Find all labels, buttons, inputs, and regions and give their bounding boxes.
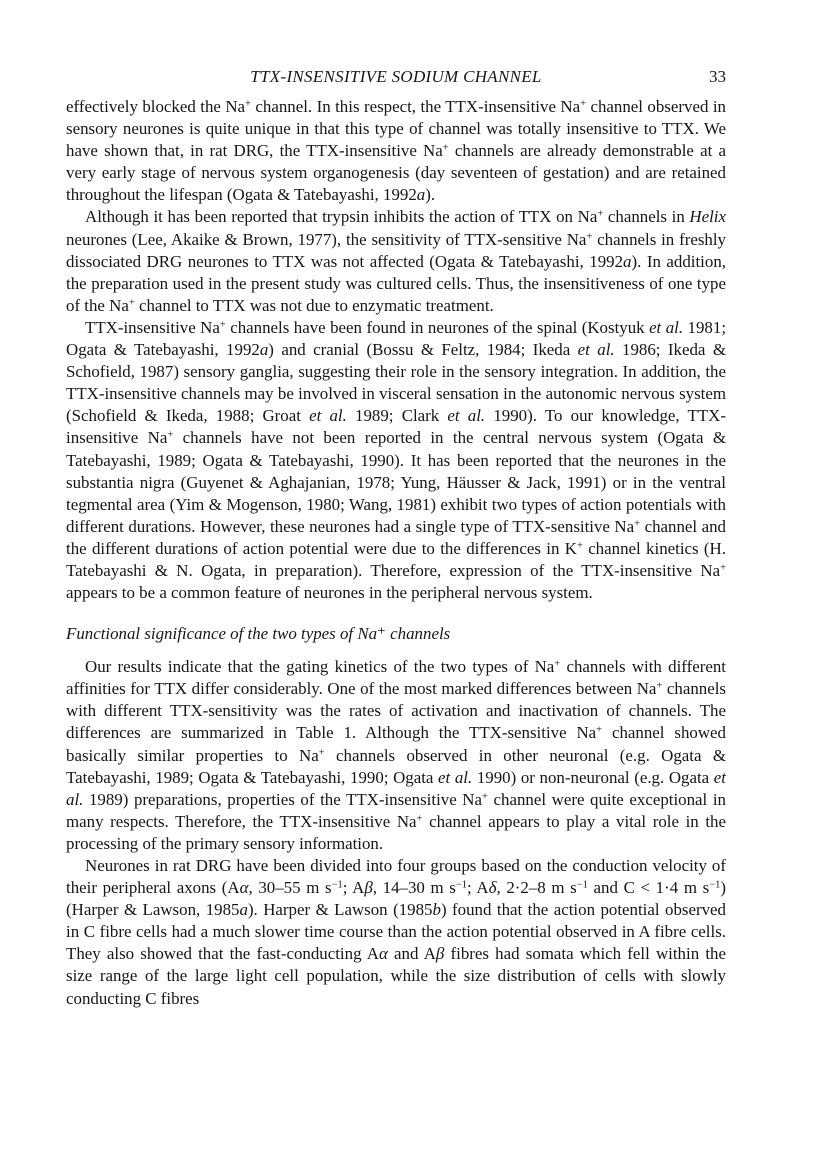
- paragraph-gating-kinetics: Our results indicate that the gating kinetics of the two types of Na+ channels with different affinities for TTX differ considerably. One of the most marked differences between Na+ channels with different TTX-sensitivity was the rates of activation and inactivation of channels. The differences are summarized in Table 1. Although the TTX-sensitive Na+ channel showed basically similar properties to Na+ channels observed in other neuronal (e.g. Ogata & Tatebayashi, 1989; Ogata & Tatebayashi, 1990; Ogata et al. 1990) or non-neuronal (e.g. Ogata et al. 1989) preparations, properties of the TTX-insensitive Na+ channel were quite exceptional in many respects. Therefore, the TTX-insensitive Na+ channel appears to play a vital role in the processing of the primary sensory information.: [66, 657, 726, 853]
- paragraph-continued: effectively blocked the Na+ channel. In this respect, the TTX-insensitive Na+ channel observed in sensory neurones is quite unique in that this type of channel was totally insensitive to TTX. We have shown that, in rat DRG, the TTX-insensitive Na+ channels are already demonstrable at a very early stage of nervous system organogenesis (day seventeen of gestation) and are retained throughout the lifespan (Ogata & Tatebayashi, 1992a).: [66, 97, 726, 205]
- paragraph-trypsin: Although it has been reported that trypsin inhibits the action of TTX on Na+ channels in Helix neurones (Lee, Akaike & Brown, 1977), the sensitivity of TTX-sensitive Na+ channels in freshly dissociated DRG neurones to TTX was not affected (Ogata & Tatebayashi, 1992a). In addition, the preparation used in the present study was cultured cells. Thus, the insensitiveness of one type of the Na+ channel to TTX was not due to enzymatic treatment.: [66, 207, 726, 315]
- article-body: [66, 96, 726, 1010]
- paragraph-distribution: TTX-insensitive Na+ channels have been found in neurones of the spinal (Kostyuk et al. 1981; Ogata & Tatebayashi, 1992a) and cranial (Bossu & Feltz, 1984; Ikeda et al. 1986; Ikeda & Schofield, 1987) sensory ganglia, suggesting their role in the sensory integration. In addition, the TTX-insensitive channels may be involved in visceral sensation in the autonomic nervous system (Schofield & Ikeda, 1988; Groat et al. 1989; Clark et al. 1990). To our knowledge, TTX-insensitive Na+ channels have not been reported in the central nervous system (Ogata & Tatebayashi, 1989; Ogata & Tatebayashi, 1990). It has been reported that the neurones in the substantia nigra (Guyenet & Aghajanian, 1978; Yung, Häusser & Jack, 1991) or in the ventral tegmental area (Yim & Mogenson, 1980; Wang, 1981) exhibit two types of action potentials with different durations. However, these neurones had a single type of TTX-sensitive Na+ channel and the different durations of action potential were due to the differences in K+ channel kinetics (H. Tatebayashi & N. Ogata, in preparation). Therefore, expression of the TTX-insensitive Na+ appears to be a common feature of neurones in the peripheral nervous system.: [66, 317, 727, 603]
- page: [66, 62, 726, 1010]
- page-number: 33: [709, 67, 726, 86]
- running-title: TTX-INSENSITIVE SODIUM CHANNEL: [250, 67, 542, 86]
- paragraph-conduction-velocity: Neurones in rat DRG have been divided into four groups based on the conduction velocity of their peripheral axons (Aα, 30–55 m $s^{-1}$; Aβ, 14–30 m $s^{-1}$; Aδ, 2·2–8 m $s^{-1}$ and C < 1·4 m $s^{-1}$) (Harper & Lawson, 1985a). Harper & Lawson (1985b) found that the action potential observed in C fibre cells had a much slower time course than the action potential observed in A fibre cells. They also showed that the fast-conducting Aα and Aβ fibres had somata which fell within the size range of the large light cell population, while the size distribution of cells with slowly conducting C fibres: [66, 856, 726, 1008]
- running-header: [66, 62, 726, 92]
- section-heading: Functional significance of the two types of Na⁺ channels: [66, 624, 451, 644]
